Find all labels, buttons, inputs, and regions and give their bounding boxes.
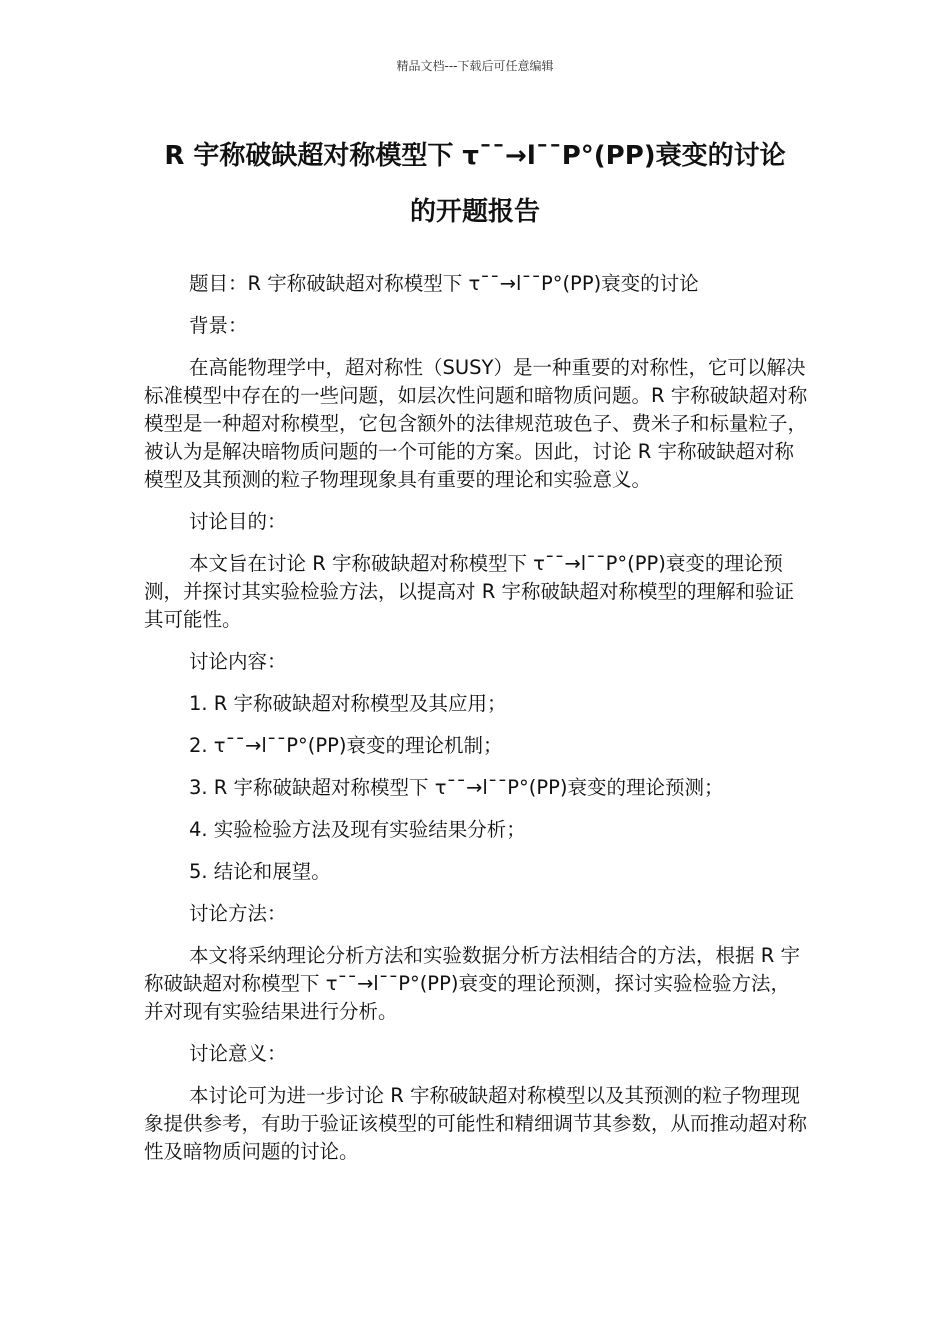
significance-heading: 讨论意义： (189, 1042, 287, 1065)
background-heading: 背景： (189, 314, 248, 337)
document-body (144, 270, 809, 1180)
list-item: 5. 结论和展望。 (189, 860, 331, 883)
background-paragraph: 在高能物理学中，超对称性（SUSY）是一种重要的对称性，它可以解决标准模型中存在的一些问题，如层次性问题和暗物质问题。R 宇称破缺超对称模型是一种超对称模型，它包含额外的法律规范玻色子、费米子和标量粒子，被认为是解决暗物质问题的一个可能的方案。因此，讨论 R 宇称破缺超对称模型及其预测的粒子物理现象具有重要的理论和实验意义。 (144, 356, 808, 491)
topic-line: 题目：R 宇称破缺超对称模型下 τ¯¯→l¯¯P°(PP)衰变的讨论 (189, 272, 699, 295)
method-paragraph: 本文将采纳理论分析方法和实验数据分析方法相结合的方法，根据 R 宇称破缺超对称模型下 τ¯¯→l¯¯P°(PP)衰变的理论预测，探讨实验检验方法，并对现有实验结果进行分析。 (144, 944, 800, 1023)
list-item: 1. R 宇称破缺超对称模型及其应用； (189, 692, 507, 715)
title-line-2: 的开题报告 (409, 197, 540, 227)
page-header: 精品文档---下载后可任意编辑 (396, 59, 554, 73)
title-line-1: R 宇称破缺超对称模型下 τ¯¯→l¯¯P°(PP)衰变的讨论 (164, 141, 786, 171)
document-title (120, 128, 830, 240)
purpose-paragraph: 本文旨在讨论 R 宇称破缺超对称模型下 τ¯¯→l¯¯P°(PP)衰变的理论预测，并探讨其实验检验方法，以提高对 R 宇称破缺超对称模型的理解和验证其可能性。 (144, 552, 794, 631)
content-heading: 讨论内容： (189, 650, 287, 673)
purpose-heading: 讨论目的： (189, 510, 287, 533)
list-item: 4. 实验检验方法及现有实验结果分析； (189, 818, 526, 841)
method-heading: 讨论方法： (189, 902, 287, 925)
list-item: 3. R 宇称破缺超对称模型下 τ¯¯→l¯¯P°(PP)衰变的理论预测； (189, 776, 724, 799)
list-item: 2. τ¯¯→l¯¯P°(PP)衰变的理论机制； (189, 734, 503, 757)
significance-paragraph: 本讨论可为进一步讨论 R 宇称破缺超对称模型以及其预测的粒子物理现象提供参考，有助于验证该模型的可能性和精细调节其参数，从而推动超对称性及暗物质问题的讨论。 (144, 1084, 808, 1163)
